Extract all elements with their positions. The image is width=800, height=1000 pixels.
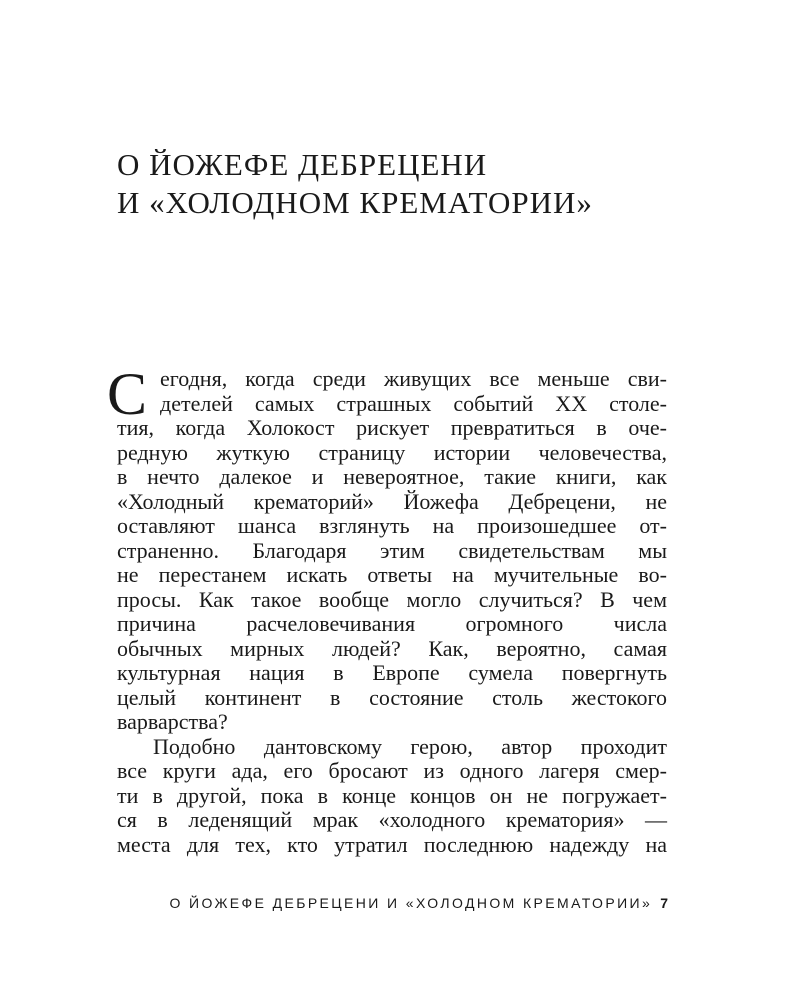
- text-line: места для тех, кто утратил последнюю надежду на: [117, 831, 667, 857]
- text-line: ти в другой, пока в конце концов он не погружает-: [117, 782, 667, 808]
- paragraph-1: [117, 367, 667, 735]
- text-line: варварства?: [117, 709, 228, 734]
- chapter-title-line-1: О ЙОЖЕФЕ ДЕБРЕЦЕНИ: [117, 147, 488, 182]
- text-line: егодня, когда среди живущих все меньше сви-: [160, 366, 667, 391]
- text-line: целый континент в состояние столь жестокого: [117, 684, 667, 710]
- text-line: редную жуткую страницу истории человечества,: [117, 439, 667, 465]
- text-line: причина расчеловечивания огромного числа: [117, 611, 667, 636]
- text-line: ся в леденящий мрак «холодного крематория» —: [117, 807, 667, 832]
- text-line: Подобно дантовскому герою, автор проходит: [153, 733, 667, 759]
- chapter-title: [117, 146, 717, 222]
- drop-cap: С: [107, 361, 148, 427]
- text-line: обычных мирных людей? Как, вероятно, самая: [117, 635, 667, 661]
- text-line: не перестанем искать ответы на мучительные во-: [117, 562, 667, 587]
- paragraph-2: [117, 735, 667, 858]
- text-line: все круги ада, его бросают из одного лагеря смер-: [117, 758, 667, 783]
- text-line: в нечто далекое и невероятное, такие книги, как: [117, 464, 667, 489]
- text-line: страненно. Благодаря этим свидетельствам мы: [117, 537, 667, 563]
- text-line: детелей самых страшных событий XX столе-: [160, 390, 667, 416]
- text-line: культурная нация в Европе сумела повергнуть: [117, 660, 667, 685]
- running-title: О ЙОЖЕФЕ ДЕБРЕЦЕНИ И «ХОЛОДНОМ КРЕМАТОРИИ»: [169, 895, 653, 911]
- text-line: «Холодный крематорий» Йожефа Дебрецени, не: [117, 488, 667, 514]
- text-line: оставляют шанса взглянуть на произошедшее от-: [117, 513, 667, 538]
- text-line: тия, когда Холокост рискует превратиться в оче-: [117, 415, 667, 440]
- text-line: просы. Как такое вообще могло случиться? В чем: [117, 586, 667, 612]
- body-text: [107, 361, 667, 857]
- chapter-title-line-2: И «ХОЛОДНОМ КРЕМАТОРИИ»: [117, 185, 593, 220]
- page-number: 7: [660, 895, 668, 911]
- running-footer: [0, 893, 668, 913]
